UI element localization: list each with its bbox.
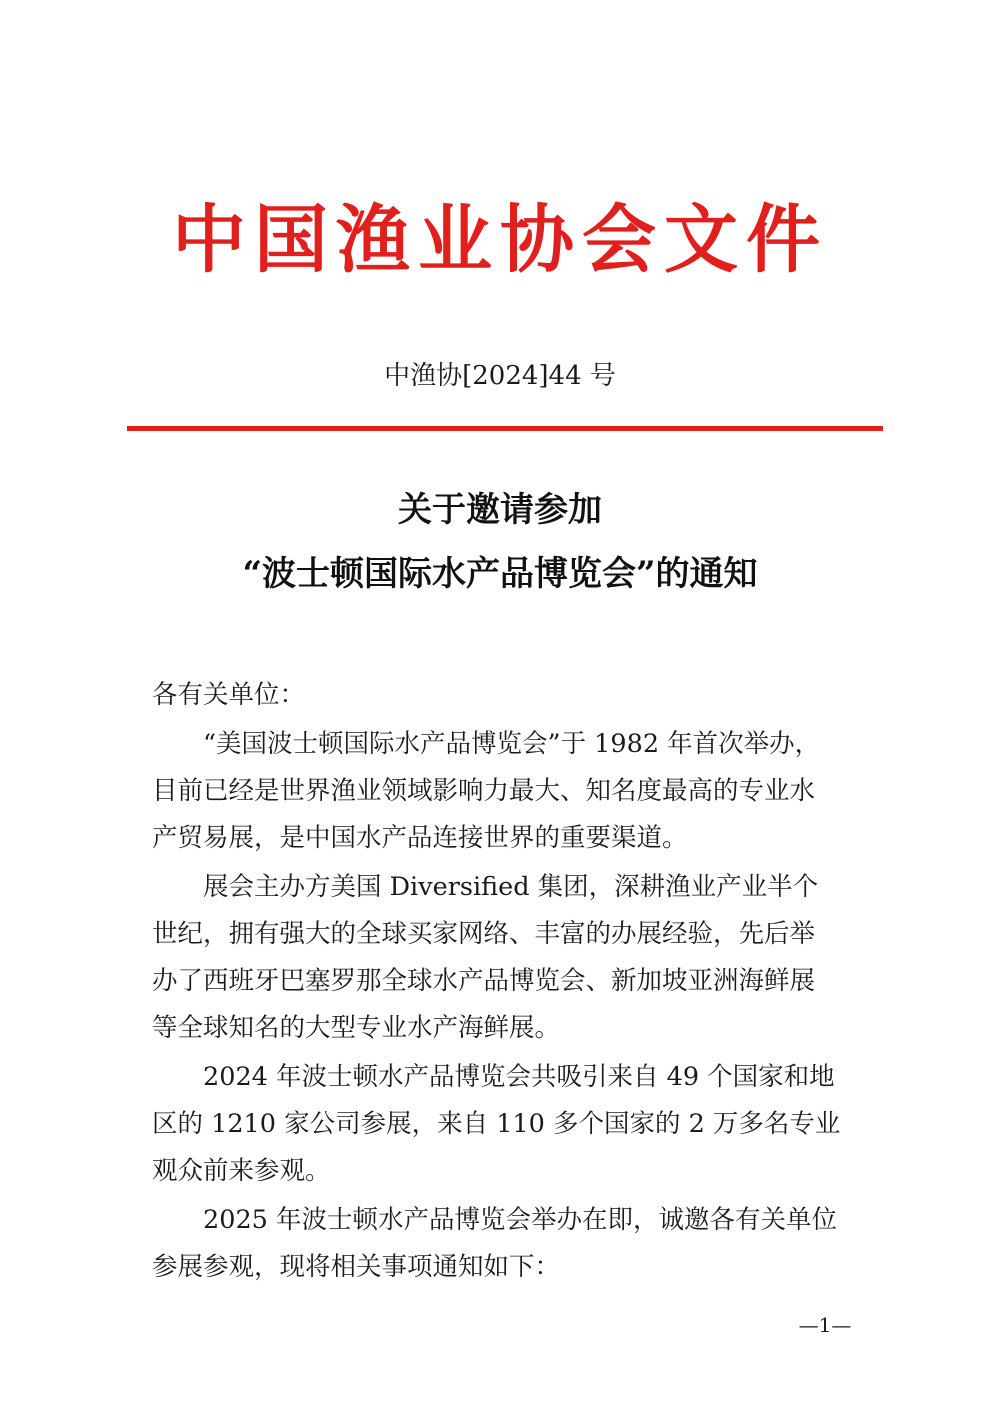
notice-title xyxy=(0,478,1000,606)
page-number: —1— xyxy=(798,1313,852,1337)
notice-title-line-1: 关于邀请参加 xyxy=(398,490,602,530)
paragraph-line: 产贸易展，是中国水产品连接世界的重要渠道。 xyxy=(152,823,688,853)
paragraph-line: 观众前来参观。 xyxy=(152,1156,331,1186)
notice-body xyxy=(152,672,852,1293)
paragraph-line: 办了西班牙巴塞罗那全球水产品博览会、新加坡亚洲海鲜展 xyxy=(152,966,816,996)
paragraph-line: 等全球知名的大型专业水产海鲜展。 xyxy=(152,1013,561,1043)
salutation: 各有关单位： xyxy=(152,680,306,710)
paragraph-line: 参展参观，现将相关事项通知如下： xyxy=(152,1252,561,1282)
paragraph-line: 展会主办方美国 Diversified 集团，深耕渔业产业半个 xyxy=(152,872,819,902)
red-divider-line xyxy=(127,426,883,431)
document-number: 中渔协[2024]44 号 xyxy=(384,361,616,391)
masthead-title: 中国渔业协会文件 xyxy=(172,197,828,283)
paragraph-line: 区的 1210 家公司参展，来自 110 多个国家的 2 万多名专业 xyxy=(152,1109,841,1139)
paragraph xyxy=(152,1054,852,1195)
notice-title-line-2: “波士顿国际水产品博览会”的通知 xyxy=(242,554,758,594)
paragraph-line: “美国波士顿国际水产品博览会”于 1982 年首次举办， xyxy=(152,729,821,759)
paragraph xyxy=(152,721,852,862)
paragraph-line: 2025 年波士顿水产品博览会举办在即，诚邀各有关单位 xyxy=(152,1205,838,1235)
paragraph-line: 目前已经是世界渔业领域影响力最大、知名度最高的专业水 xyxy=(152,776,816,806)
paragraph-line: 世纪，拥有强大的全球买家网络、丰富的办展经验，先后举 xyxy=(152,919,816,949)
paragraph xyxy=(152,1197,852,1291)
paragraph xyxy=(152,864,852,1052)
paragraph-line: 2024 年波士顿水产品博览会共吸引来自 49 个国家和地 xyxy=(152,1062,835,1092)
